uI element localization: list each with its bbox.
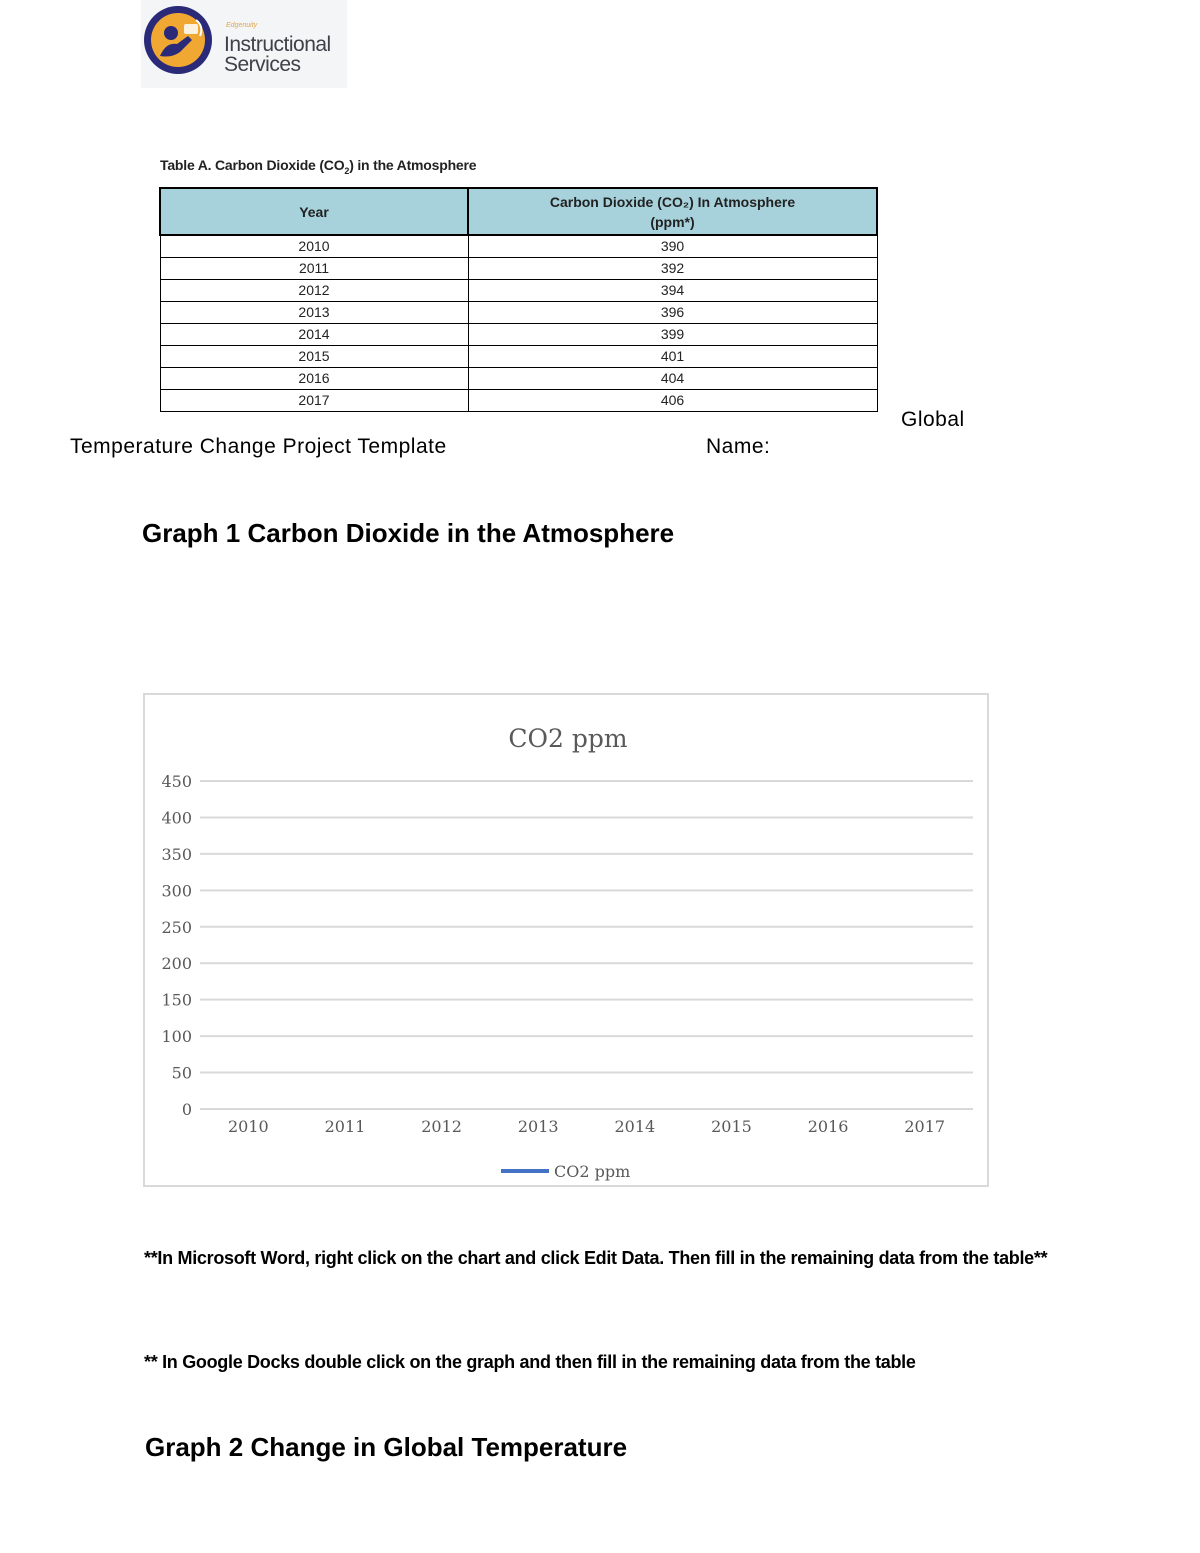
x-tick-label: 2014 (614, 1117, 656, 1136)
table-row (160, 346, 877, 368)
cell-co2: 399 (468, 324, 877, 346)
cell-co2: 406 (468, 390, 877, 412)
x-tick-label: 2011 (324, 1117, 366, 1136)
y-tick-label: 450 (161, 772, 192, 791)
table-row (160, 302, 877, 324)
logo-badge-icon (144, 6, 212, 74)
table-caption (160, 157, 476, 176)
cell-co2: 394 (468, 280, 877, 302)
chart-title: CO2 ppm (508, 724, 628, 753)
header-co2 (468, 188, 877, 235)
graph2-heading: Graph 2 Change in Global Temperature (145, 1432, 628, 1462)
note-microsoft-word: **In Microsoft Word, right click on the chart and click Edit Data. Then fill in the remaining data from the table** (144, 1248, 1048, 1268)
table-row (160, 368, 877, 390)
x-tick-label: 2010 (227, 1117, 269, 1136)
co2-chart-svg[interactable] (145, 695, 991, 1189)
table-caption-prefix: Table A. Carbon Dioxide (CO (160, 157, 345, 173)
cell-year: 2010 (160, 235, 468, 258)
co2-data-table (159, 187, 878, 412)
x-tick-label: 2012 (421, 1117, 462, 1136)
cell-year: 2015 (160, 346, 468, 368)
table-row (160, 235, 877, 258)
name-label: Name: (706, 435, 771, 458)
cell-year: 2017 (160, 390, 468, 412)
table-row (160, 324, 877, 346)
note-google-docs: ** In Google Docks double click on the graph and then fill in the remaining data from the table (144, 1352, 916, 1372)
header-co2-line1: Carbon Dioxide (CO₂) In Atmosphere (549, 193, 796, 210)
logo-tag: Edgenuity (226, 22, 258, 29)
y-tick-label: 100 (161, 1027, 192, 1047)
cell-year: 2012 (160, 280, 468, 302)
y-tick-label: 0 (181, 1100, 192, 1119)
title-global: Global (901, 408, 965, 431)
y-tick-label: 300 (161, 881, 192, 901)
table-row (160, 258, 877, 280)
y-tick-label: 400 (161, 808, 192, 828)
cell-year: 2016 (160, 368, 468, 390)
header-co2-line2: (ppm*) (650, 213, 695, 230)
cell-co2: 392 (468, 258, 877, 280)
legend-label: CO2 ppm (554, 1162, 631, 1181)
y-tick-label: 150 (161, 990, 192, 1010)
cell-year: 2011 (160, 258, 468, 280)
cell-co2: 404 (468, 368, 877, 390)
y-tick-label: 350 (161, 844, 192, 864)
cell-co2: 401 (468, 346, 877, 368)
cell-co2: 396 (468, 302, 877, 324)
co2-chart[interactable] (143, 693, 989, 1187)
page-title: Temperature Change Project Template (70, 435, 447, 458)
table-caption-suffix: ) in the Atmosphere (349, 157, 477, 173)
table-body (160, 235, 877, 412)
x-tick-label: 2013 (517, 1117, 559, 1136)
cell-year: 2013 (160, 302, 468, 324)
x-tick-label: 2015 (711, 1117, 752, 1136)
y-tick-label: 200 (161, 954, 192, 974)
table-caption-subscript: 2 (344, 165, 350, 176)
cell-co2: 390 (468, 235, 877, 258)
logo-text-line1: Instructional (224, 33, 331, 56)
cell-year: 2014 (160, 324, 468, 346)
x-tick-label: 2017 (904, 1117, 946, 1136)
logo (141, 0, 347, 88)
y-tick-label: 50 (171, 1063, 192, 1083)
graph1-heading: Graph 1 Carbon Dioxide in the Atmosphere (142, 518, 675, 548)
x-tick-label: 2016 (807, 1117, 849, 1136)
logo-text-line2: Services (224, 53, 301, 76)
y-tick-label: 250 (161, 917, 192, 937)
table-row (160, 280, 877, 302)
header-year: Year (160, 188, 468, 235)
table-header-row (160, 188, 877, 235)
table-row (160, 390, 877, 412)
